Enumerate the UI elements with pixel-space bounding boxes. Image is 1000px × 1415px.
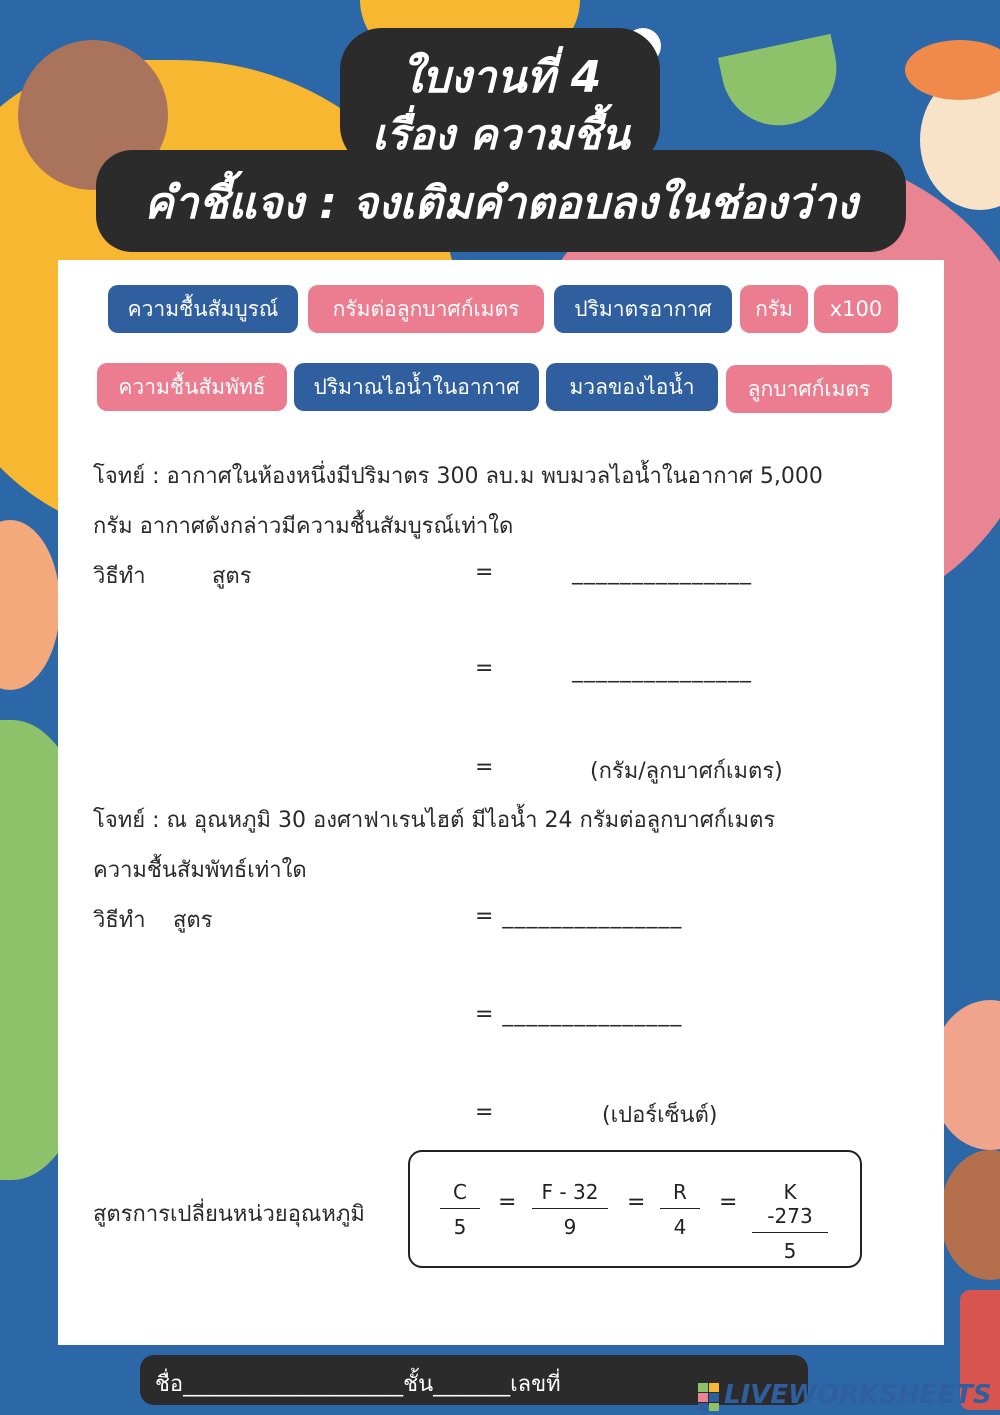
word-chip-absolute-humidity[interactable]: ความชื้นสัมบูรณ์ xyxy=(108,285,298,333)
problem2-formula-label: สูตร xyxy=(173,908,213,933)
word-chip-gram[interactable]: กรัม xyxy=(740,285,808,333)
student-info-fields[interactable]: ชื่อ____________________ชั้น_______เลขที่ xyxy=(155,1372,561,1397)
fraction-reaumur xyxy=(660,1180,700,1239)
problem1-line1: โจทย์ : อากาศในห้องหนึ่งมีปริมาตร 300 ลบ.ม พบมวลไอน้ำในอากาศ 5,000 xyxy=(93,464,823,489)
problem2-line2: ความชื้นสัมพัทธ์เท่าใด xyxy=(93,858,307,883)
worksheet-number: ใบงานที่ 4 xyxy=(400,52,602,103)
fraction-kelvin xyxy=(752,1180,828,1263)
conversion-label: สูตรการเปลี่ยนหน่วยอุณหภูมิ xyxy=(93,1202,365,1227)
fraction-fahrenheit-den: 9 xyxy=(563,1215,577,1239)
liveworksheets-logo-icon xyxy=(698,1383,720,1411)
fraction-celsius-den: 5 xyxy=(453,1215,467,1239)
conversion-eq-2: = xyxy=(627,1190,646,1215)
bg-character-girl xyxy=(0,520,60,690)
word-chip-air-volume[interactable]: ปริมาตรอากาศ xyxy=(554,285,732,333)
bg-character-monkey xyxy=(940,1150,1000,1280)
problem2-method-label: วิธีทำ xyxy=(93,908,146,933)
problem1-formula-label: สูตร xyxy=(212,564,252,589)
word-chip-water-vapor-amount[interactable]: ปริมาณไอน้ำในอากาศ xyxy=(294,363,539,411)
conversion-eq-1: = xyxy=(498,1190,517,1215)
instruction-text: คำชี้แจง : จงเติมคำตอบลงในช่องว่าง xyxy=(144,178,858,229)
problem2-unit: (เปอร์เซ็นต์) xyxy=(602,1103,718,1128)
fraction-celsius-num: C xyxy=(440,1180,480,1209)
problem1-eq-3: = xyxy=(475,755,494,780)
problem1-line2: กรัม อากาศดังกล่าวมีความชื้นสัมบูรณ์เท่าใด xyxy=(93,514,514,539)
word-chip-cubic-meter[interactable]: ลูกบาศก์เมตร xyxy=(726,365,892,413)
problem2-eq-3: = xyxy=(475,1100,494,1125)
conversion-eq-3: = xyxy=(719,1190,738,1215)
problem1-answer-blank-2[interactable]: _______________ xyxy=(572,658,752,683)
problem2-answer-blank-1[interactable]: = _______________ xyxy=(475,904,683,929)
word-chip-relative-humidity[interactable]: ความชื้นสัมพัทธ์ xyxy=(97,363,287,411)
fraction-reaumur-den: 4 xyxy=(673,1215,687,1239)
fraction-fahrenheit xyxy=(532,1180,608,1239)
word-chip-water-vapor-mass[interactable]: มวลของไอน้ำ xyxy=(546,363,718,411)
fraction-celsius xyxy=(440,1180,480,1239)
problem2-answer-blank-2[interactable]: = _______________ xyxy=(475,1002,683,1027)
word-chip-x100[interactable]: x100 xyxy=(814,285,898,333)
problem1-answer-blank-1[interactable]: _______________ xyxy=(572,560,752,585)
liveworksheets-logo-text: LIVEWORKSHEETS xyxy=(724,1380,992,1410)
problem1-unit: (กรัม/ลูกบาศก์เมตร) xyxy=(590,759,783,784)
fraction-kelvin-num: K -273 xyxy=(752,1180,828,1233)
fraction-kelvin-den: 5 xyxy=(783,1239,797,1263)
worksheet-topic: เรื่อง ความชื้น xyxy=(372,110,630,159)
fraction-reaumur-num: R xyxy=(660,1180,700,1209)
problem1-eq-2: = xyxy=(475,656,494,681)
problem1-eq-1: = xyxy=(475,560,494,585)
problem2-line1: โจทย์ : ณ อุณหภูมิ 30 องศาฟาเรนไฮต์ มีไอน้ำ 24 กรัมต่อลูกบาศก์เมตร xyxy=(93,808,776,833)
bg-character-cap-right xyxy=(905,40,1000,100)
problem1-method-label: วิธีทำ xyxy=(93,564,146,589)
word-chip-grams-per-cubic-meter[interactable]: กรัมต่อลูกบาศก์เมตร xyxy=(308,285,544,333)
fraction-fahrenheit-num: F - 32 xyxy=(532,1180,608,1209)
